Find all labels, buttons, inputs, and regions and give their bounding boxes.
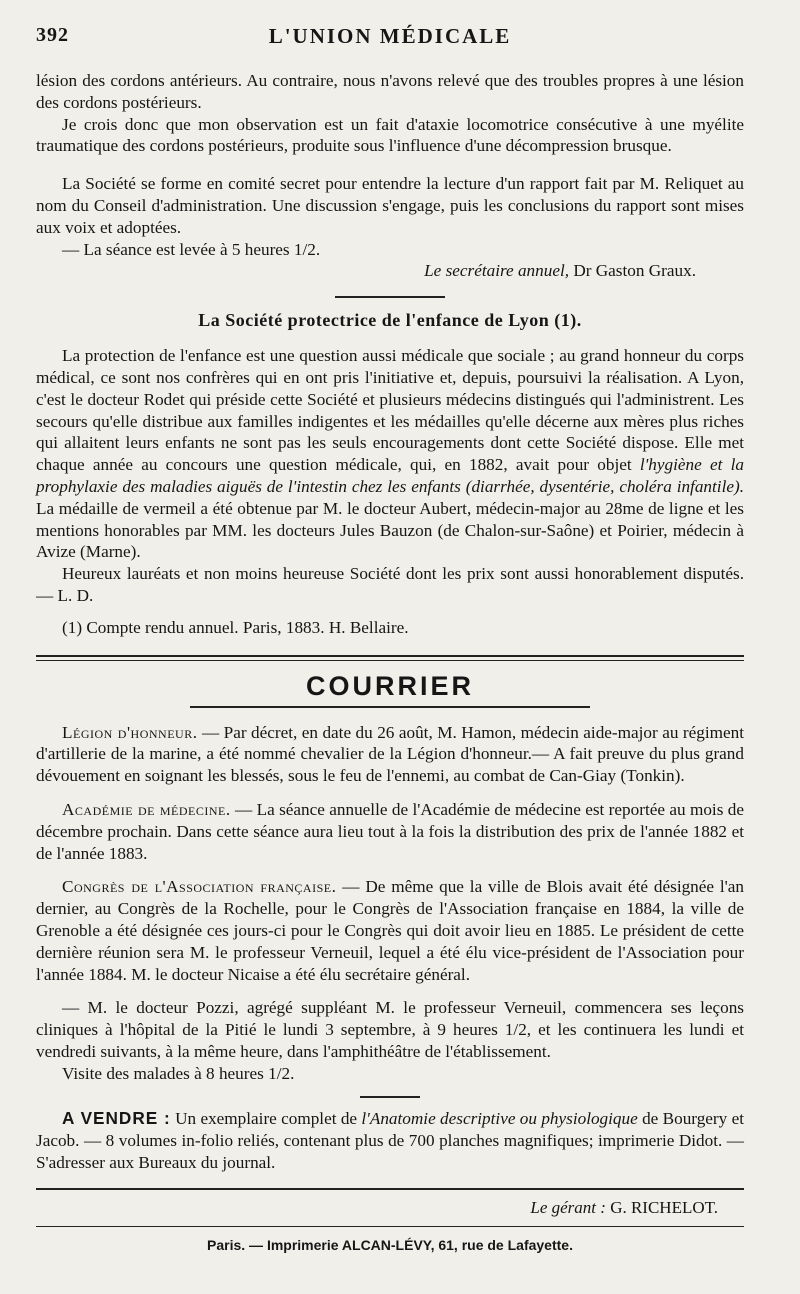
- prize-subject: l'hygiène et la prophylaxie des maladies aiguës de l'intestin chez les enfants (diarrhée, dysentérie, choléra infantile).: [36, 455, 744, 496]
- section-title-societe: La Société protectrice de l'enfance de Lyon (1).: [198, 310, 582, 331]
- sale-book-title: l'Anatomie descriptive ou physiologique: [361, 1109, 638, 1129]
- sale-text-start: Un exemplaire complet de: [170, 1109, 362, 1129]
- footer-rule: [36, 1226, 744, 1227]
- news-text-academie: — La séance annuelle de l'Académie de médecine est reportée au mois de décembre prochain. Dans cette séance aura lieu tout à la fois la distribution des prix de l'année 1882 et de l'année 1883.: [36, 799, 744, 863]
- page-header: [36, 24, 744, 50]
- paragraph-seance-levee: — La séance est levée à 5 heures 1/2.: [62, 239, 321, 259]
- news-academie: [36, 799, 744, 864]
- sale-announcement: [36, 1108, 744, 1173]
- paragraph-protection-enfance: [36, 345, 744, 563]
- gerant-name: G. RICHELOT.: [605, 1197, 718, 1217]
- news-text-legion: — Par décret, en date du 26 août, M. Hamon, médecin aide-major au régiment d'artillerie de la marine, a été nommé chevalier de la Légion d'honneur.— A fait preuve du plus grand dévouement en soignant les blessés, sous le feu de l'ennemi, au combat de Can-Giay (Tonkin).: [36, 722, 744, 786]
- journal-title: L'UNION MÉDICALE: [268, 24, 512, 48]
- page-number: 392: [36, 24, 69, 46]
- courrier-underline: [190, 706, 590, 708]
- news-visite: Visite des malades à 8 heures 1/2.: [62, 1063, 295, 1083]
- gerant-line: [36, 1198, 744, 1218]
- news-pozzi: — M. le docteur Pozzi, agrégé suppléant M. le professeur Verneuil, commencera ses leçons cliniques à l'hôpital de la Pitié le lundi 3 septembre, à 9 heures 1/2, et les continuera les lundi et vendredi suivants, à la même heure, dans l'amphithéâtre de l'établissement.: [36, 998, 744, 1061]
- sale-text-end: de Bourgery et Jacob. — 8 volumes in-folio reliés, contenant plus de 700 planches magnifiques; imprimerie Didot. — S'adresser aux Bureaux du journal.: [36, 1109, 744, 1173]
- news-label-academie: Académie de médecine.: [62, 799, 231, 819]
- section-divider: [335, 296, 445, 298]
- news-congres: [36, 876, 744, 985]
- page-content: [36, 70, 744, 1253]
- double-rule: [36, 655, 744, 661]
- protection-text-end: La médaille de vermeil a été obtenue par M. le docteur Aubert, médecin-major au 28me de ligne et les mentions honorables par MM. les docteurs Jules Bauzon (de Chalon-sur-Saône) et Poirier, médecin à Avize (Marne).: [36, 498, 744, 562]
- paragraph-comite-secret: La Société se forme en comité secret pour entendre la lecture d'un rapport fait par M. Reliquet au nom du Conseil d'administration. Une discussion s'engage, puis les conclusions du rapport sont mises aux voix et adoptées.: [36, 174, 744, 237]
- sale-label: A VENDRE :: [62, 1108, 171, 1129]
- news-label-legion: Légion d'honneur.: [62, 722, 198, 742]
- news-label-congres: Congrès de l'Association française.: [62, 877, 337, 897]
- protection-text-start: La protection de l'enfance est une question aussi médicale que sociale ; au grand honneur du corps médical, ce sont nos confrères qui en ont pris l'initiative et, depuis, poursuivi la réalisation. A Lyon, c'est le docteur Rodet qui préside cette Société et plusieurs médecins distingués qui l'administrent. Les secours qu'elle distribue aux familles indigentes et les médailles qu'elle décerne aux mères plus riches qui allaitent leurs enfants ne sont pas les seuls encouragements dont cette Société dispose. Elle met chaque année au concours une question médicale, qui, en 1882, avait pour objet: [36, 346, 744, 475]
- end-rule: [36, 1188, 744, 1190]
- signature-name: Dr Gaston Graux.: [569, 261, 696, 281]
- secretary-signature: [36, 260, 744, 282]
- short-divider: [360, 1096, 420, 1098]
- news-legion-honneur: [36, 722, 744, 787]
- gerant-label: Le gérant :: [530, 1197, 606, 1217]
- footnote-compte-rendu: (1) Compte rendu annuel. Paris, 1883. H. Bellaire.: [62, 617, 409, 637]
- printer-imprint: Paris. — Imprimerie ALCAN-LÉVY, 61, rue de Lafayette.: [207, 1236, 573, 1253]
- paragraph-conclusion: Je crois donc que mon observation est un fait d'ataxie locomotrice consécutive à une myélite traumatique des cordons postérieurs, produite sous l'influence d'une décompression brusque.: [36, 114, 744, 156]
- news-text-congres: — De même que la ville de Blois avait été désignée l'an dernier, au Congrès de la Rochelle, pour le Congrès de l'Association française en 1884, la ville de Grenoble a été désignée ces jours-ci pour le Congrès qui doit avoir lieu en 1885. Le président de cette dernière réunion sera M. le professeur Verneuil, lequel a été élu vice-président de l'Association pour l'année 1884. M. le docteur Nicaise a été élu secrétaire général.: [36, 877, 745, 984]
- signature-role: Le secrétaire annuel,: [424, 261, 570, 281]
- courrier-heading: COURRIER: [305, 670, 474, 701]
- paragraph-lesion: lésion des cordons antérieurs. Au contraire, nous n'avons relevé que des troubles propres à une lésion des cordons postérieurs.: [36, 71, 744, 112]
- paragraph-laureats: Heureux lauréats et non moins heureuse Société dont les prix sont aussi honorablement disputés. — L. D.: [36, 564, 744, 605]
